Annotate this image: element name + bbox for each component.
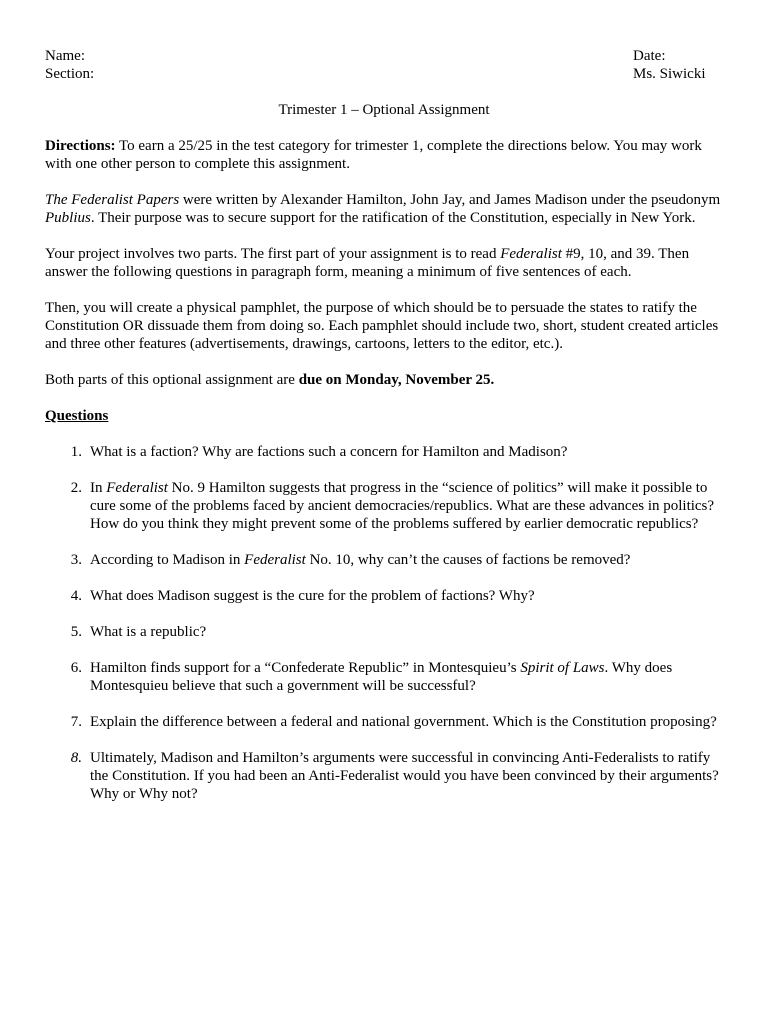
- question-item: [45, 587, 723, 605]
- intro-work-title: The Federalist Papers: [45, 192, 180, 208]
- document-page: [45, 47, 723, 821]
- document-title: Trimester 1 – Optional Assignment: [278, 102, 490, 118]
- question-text-pre: According to Madison in: [90, 552, 245, 568]
- project-text-b: #9, 10, and 39. Then answer the following questions in paragraph form, meaning a minimum of five sentences of each.: [45, 246, 690, 280]
- project-work: Federalist: [500, 246, 562, 262]
- intro-pseudonym: Publius: [45, 210, 91, 226]
- question-text-post: . Why does Montesquieu believe that such a government will be successful?: [90, 660, 673, 694]
- question-number: 1.: [70, 444, 82, 460]
- question-item: [45, 623, 723, 641]
- question-number: 7.: [70, 714, 82, 730]
- question-text: What does Madison suggest is the cure for the problem of factions? Why?: [90, 588, 535, 604]
- document-header: [45, 47, 723, 83]
- intro-text-b: . Their purpose was to secure support for the ratification of the Constitution, especially in New York.: [90, 210, 696, 226]
- question-number: 8.: [70, 750, 82, 766]
- question-text: What is a faction? Why are factions such a concern for Hamilton and Madison?: [90, 444, 568, 460]
- question-item: [45, 659, 723, 695]
- question-item: [45, 749, 723, 803]
- question-number: 5.: [70, 624, 82, 640]
- question-text: [90, 479, 723, 533]
- project-paragraph: [45, 245, 723, 281]
- question-italic-title: Spirit of Laws: [520, 660, 605, 676]
- questions-list: [45, 443, 723, 803]
- due-paragraph: [45, 371, 723, 389]
- question-text-pre: In: [90, 480, 107, 496]
- project-text-a: Your project involves two parts. The first part of your assignment is to read: [45, 246, 501, 262]
- due-text: Both parts of this optional assignment are: [45, 372, 299, 388]
- question-number: 2.: [70, 480, 82, 496]
- question-text: [90, 551, 723, 569]
- header-left: [45, 47, 94, 83]
- question-item: [45, 713, 723, 731]
- question-text-pre: Hamilton finds support for a “Confederate Republic” in Montesquieu’s: [90, 660, 521, 676]
- teacher-name: Ms. Siwicki: [633, 66, 706, 82]
- intro-paragraph: [45, 191, 723, 227]
- directions-label: Directions:: [45, 138, 116, 154]
- questions-heading: Questions: [45, 408, 109, 424]
- question-italic-title: Federalist: [244, 552, 306, 568]
- question-text: Explain the difference between a federal and national government. Which is the Constitution proposing?: [90, 714, 717, 730]
- question-italic-title: Federalist: [106, 480, 168, 496]
- question-item: [45, 443, 723, 461]
- name-label: Name:: [45, 48, 85, 64]
- directions-paragraph: [45, 137, 723, 173]
- question-text-post: No. 10, why can’t the causes of factions be removed?: [305, 552, 631, 568]
- intro-text-a: were written by Alexander Hamilton, John Jay, and James Madison under the pseudonym: [179, 192, 721, 208]
- section-label: Section:: [45, 66, 95, 82]
- date-label: Date:: [633, 48, 666, 64]
- pamphlet-paragraph: Then, you will create a physical pamphlet, the purpose of which should be to persuade the states to ratify the Constitution OR dissuade them from doing so. Each pamphlet should include two, short, student created articles and three other features (advertisements, drawings, cartoons, letters to the editor, etc.).: [45, 300, 719, 352]
- question-item: [45, 479, 723, 533]
- question-number: 4.: [70, 588, 82, 604]
- question-number: 6.: [70, 660, 82, 676]
- header-right: [633, 47, 723, 83]
- question-item: [45, 551, 723, 569]
- question-text: Ultimately, Madison and Hamilton’s arguments were successful in convincing Anti-Federalists to ratify the Constitution. If you had been an Anti-Federalist would you have been convinced by their arguments? Why or Why not?: [90, 750, 719, 802]
- question-text: [90, 659, 723, 695]
- question-number: 3.: [70, 552, 82, 568]
- question-text-post: No. 9 Hamilton suggests that progress in the “science of politics” will make it possible to cure some of the problems faced by ancient democracies/republics. What are these advances in politics? How do you think they might prevent some of the problems suffered by earlier democratic republics?: [90, 480, 715, 532]
- directions-text: To earn a 25/25 in the test category for trimester 1, complete the directions below. You may work with one other person to complete this assignment.: [45, 138, 702, 172]
- due-date: due on Monday, November 25.: [298, 372, 495, 388]
- question-text: What is a republic?: [90, 624, 207, 640]
